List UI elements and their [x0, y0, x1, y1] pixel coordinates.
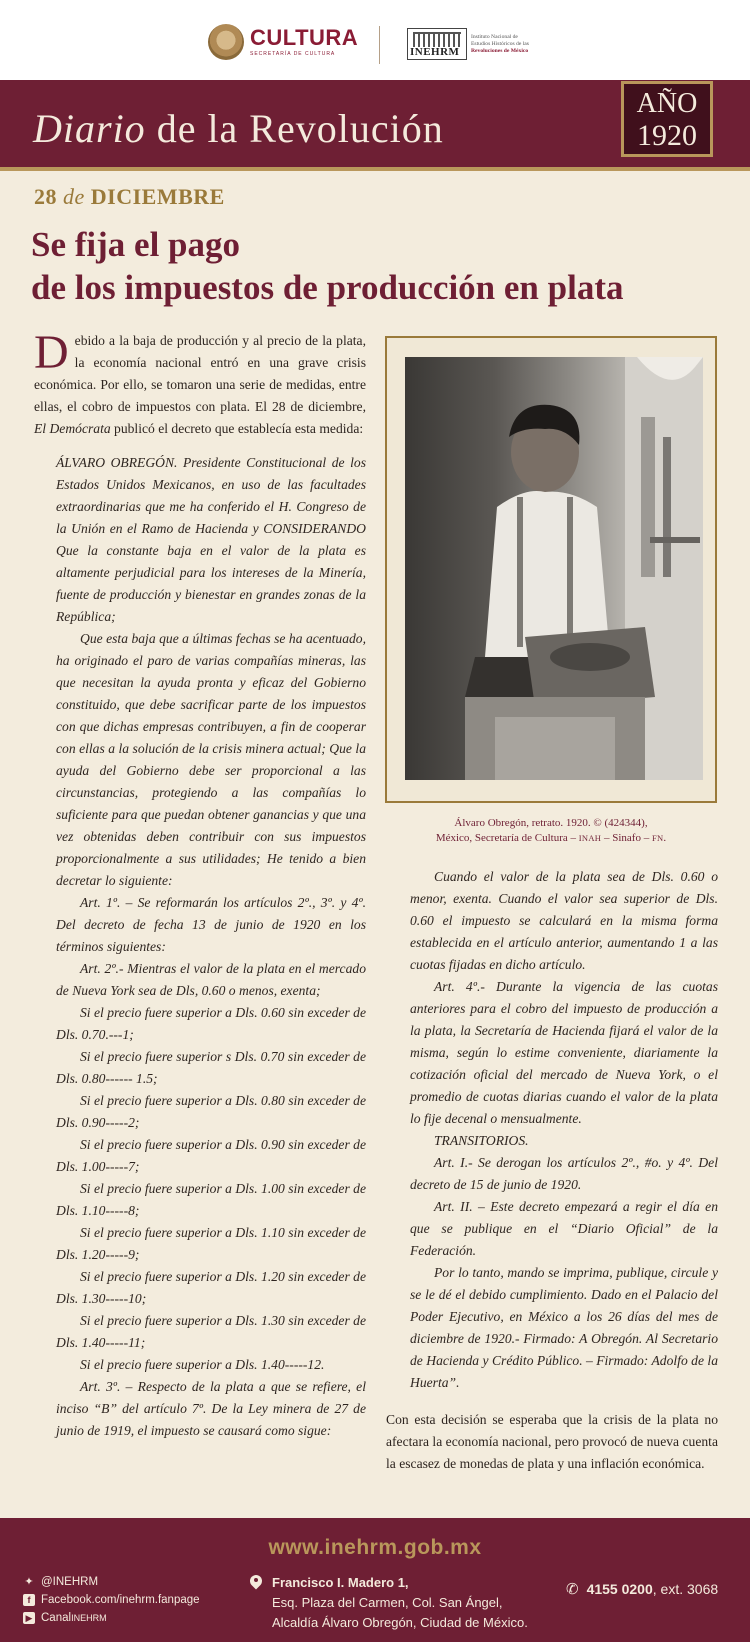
cultura-subtitle: SECRETARÍA DE CULTURA — [250, 51, 336, 57]
twitter-icon: ✦ — [24, 1576, 34, 1588]
article-date — [34, 184, 225, 210]
caption-line-1: Álvaro Obregón, retrato. 1920. © (424344), — [454, 817, 648, 829]
inehrm-acronym: INEHRM — [410, 46, 460, 58]
decree-paragraph: Si el precio fuere superior a Dls. 1.00 sin exceder de Dls. 1.10-----8; — [56, 1181, 366, 1218]
caption-fn: FN — [651, 833, 664, 843]
logo-divider — [379, 26, 380, 64]
inehrm-logo[interactable] — [407, 28, 529, 60]
date-month: DICIEMBRE — [90, 184, 225, 209]
masthead — [0, 80, 750, 171]
headline-line-2: de los impuestos de producción en plata — [31, 268, 624, 307]
address-line-2: Esq. Plaza del Carmen, Col. San Ángel, — [272, 1595, 503, 1610]
decree-paragraph: Art. II. – Este decreto empezará a regir el día en que se publique en el “Diario Oficial” de la Federación. — [410, 1199, 718, 1258]
youtube-link[interactable] — [23, 1609, 200, 1627]
decree-paragraph: ÁLVARO OBREGÓN. Presidente Constitucional de los Estados Unidos Mexicanos, en uso de las facultades extraordinarias que me ha conferido el H. Congreso de la Unión en el Ramo de Hacienda y CONSIDERANDO Que la constante baja en el valor de la plata es altamente perjudicial para los intereses de la Minería, fuente de producción y bienestar en grandes zonas de la República; — [56, 455, 366, 624]
decree-paragraph: Si el precio fuere superior a Dls. 0.80 sin exceder de Dls. 0.90-----2; — [56, 1093, 366, 1130]
decree-paragraph: Cuando el valor de la plata sea de Dls. 0.60 o menor, exenta. Cuando el valor sea superior de Dls. 0.60 el impuesto se calculará en la misma forma establecida en el artículo anterior, aumentando 1 a las cuotas fijadas en dicho artículo. — [410, 869, 718, 972]
intro-text: ebido a la baja de producción y al precio de la plata, la economía nacional entró en una grave crisis económica. Por ello, se tomaron una serie de medidas, entre ellas, el cobro de impuestos con plata. El 28 de diciembre, — [34, 333, 366, 414]
decree-quote-left — [34, 452, 366, 1442]
phone-number[interactable] — [566, 1580, 718, 1598]
historical-photo — [405, 357, 703, 780]
facebook-icon: f — [23, 1594, 35, 1606]
decree-paragraph: Si el precio fuere superior a Dls. 1.10 sin exceder de Dls. 1.20-----9; — [56, 1225, 366, 1262]
left-column — [34, 326, 366, 1442]
photo-caption — [385, 816, 717, 846]
decree-paragraph: Si el precio fuere superior a Dls. 0.90 sin exceder de Dls. 1.00-----7; — [56, 1137, 366, 1174]
date-day: 28 — [34, 184, 57, 209]
decree-quote-right — [410, 866, 718, 1394]
decree-paragraph: Art. 4º.- Durante la vigencia de las cuotas anteriores para el cobro del impuesto de producción a la plata, la Secretaría de Hacienda fijará el valor de la misma, según lo estime conveniente, diariamente la cotización oficial del mercado de Nueva York, o el promedio de cuotas diarias cuando el valor de la plata lo fije decenal o mensualmente. — [410, 979, 718, 1126]
caption-line-2 — [385, 831, 717, 846]
address-line-3: Alcaldía Álvaro Obregón, Ciudad de México. — [272, 1615, 528, 1630]
photo-frame — [385, 336, 717, 803]
inehrm-line-1: Instituto Nacional de — [471, 33, 518, 40]
website-link[interactable]: www.inehrm.gob.mx — [268, 1536, 482, 1559]
caption-period: . — [663, 832, 667, 844]
decree-paragraph: Si el precio fuere superior a Dls. 1.40-----12. — [80, 1357, 325, 1372]
caption-inah: INAH — [578, 833, 602, 843]
decree-paragraph: Que esta baja que a últimas fechas se ha acentuado, ha originado el paro de varias compañías mineras, las que necesitan la ayuda pronta y eficaz del Gobierno constituido, que debe sacrificar parte de los impuestos con que dichas empresas contribuyen, a fin de cooperar con ellas a la solución de la crisis minera actual; Que la ayuda del Gobierno debe ser proporcional a las circunstancias, protegiendo a las compañías lo suficiente para que puedan obtener ganancias y que una vez obtenidas deben contribuir con sus impuestos proporcionalmente a sus utilidades; He tenido a bien decretar lo siguiente: — [56, 631, 366, 888]
twitter-handle: @INEHRM — [41, 1576, 99, 1588]
date-de: de — [63, 184, 85, 209]
facebook-url: Facebook.com/inehrm.fanpage — [41, 1594, 200, 1606]
masthead-title-rest: de la Revolución — [145, 106, 444, 151]
cultura-logo[interactable] — [208, 24, 358, 60]
decree-paragraph: Si el precio fuere superior a Dls. 1.20 sin exceder de Dls. 1.30-----10; — [56, 1269, 366, 1306]
decree-paragraph: Art. 3º. – Respecto de la plata a que se refiere, el inciso “B” del artículo 7º. De la Ley minera de 27 de junio de 1919, el impuesto se causará como sigue: — [56, 1379, 366, 1438]
decree-paragraph: Si el precio fuere superior s Dls. 0.70 sin exceder de Dls. 0.80------ 1.5; — [56, 1049, 366, 1086]
phone-ext: , ext. 3068 — [652, 1581, 719, 1597]
footer — [0, 1518, 750, 1642]
portrait-illustration — [405, 357, 703, 780]
masthead-title-italic: Diario — [33, 106, 146, 151]
masthead-title — [33, 105, 444, 152]
inehrm-line-3: Revoluciones de México — [471, 47, 529, 54]
caption-sinafo: – Sinafo – — [601, 832, 652, 844]
intro-paragraph — [34, 326, 366, 440]
headline-line-1: Se fija el pago — [31, 225, 241, 264]
year-number: 1920 — [637, 119, 697, 152]
address-block — [250, 1573, 528, 1633]
youtube-label: Canal — [41, 1612, 72, 1624]
decree-paragraph: Por lo tanto, mando se imprima, publique, circule y se le dé el debido cumplimiento. Dado en el Palacio del Poder Ejecutivo, en México a los 26 días del mes de diciembre de 1920.- Firmado: A Obregón. Al Secretario de Hacienda y Crédito Público. – Firmado: Adolfo de la Huerta”. — [410, 1265, 718, 1390]
cultura-title: CULTURA — [250, 25, 359, 50]
twitter-link[interactable] — [23, 1573, 200, 1591]
article-headline — [31, 223, 731, 309]
youtube-icon: ▶ — [23, 1612, 35, 1624]
drop-cap: D — [34, 326, 69, 379]
newspaper-name: El Demócrata — [34, 421, 111, 436]
year-badge — [621, 81, 713, 157]
year-label: AÑO — [636, 88, 698, 119]
intro-end: publicó el decreto que establecía esta medida: — [110, 421, 364, 436]
closing-paragraph: Con esta decisión se esperaba que la crisis de la plata no afectara la economía nacional, pero provocó de nueva cuenta la escasez de monedas de plata y una inflación económica. — [386, 1412, 718, 1471]
phone-icon: ✆ — [566, 1581, 579, 1598]
social-links — [23, 1573, 200, 1627]
national-seal-icon — [208, 24, 244, 60]
facebook-link[interactable] — [23, 1591, 200, 1609]
address-street: Francisco I. Madero 1, — [272, 1575, 409, 1590]
inehrm-building-icon — [407, 28, 467, 60]
inehrm-description — [471, 34, 529, 55]
phone-main: 4155 0200 — [586, 1581, 653, 1597]
decree-paragraph: Art. 2º.- Mientras el valor de la plata en el mercado de Nueva York sea de Dls, 0.60 o menos, exenta; — [56, 961, 366, 998]
decree-paragraph: Si el precio fuere superior a Dls. 0.60 sin exceder de Dls. 0.70.---1; — [56, 1005, 366, 1042]
location-pin-icon — [250, 1575, 262, 1591]
youtube-channel: INEHRM — [71, 1613, 107, 1623]
top-logo-bar — [0, 0, 750, 80]
caption-credit: México, Secretaría de Cultura – — [435, 832, 579, 844]
decree-paragraph: Art. 1º. – Se reformarán los artículos 2º., 3º. y 4º. Del decreto de fecha 13 de junio de 1920 en los términos siguientes: — [56, 895, 366, 954]
decree-paragraph: Si el precio fuere superior a Dls. 1.30 sin exceder de Dls. 1.40-----11; — [56, 1313, 366, 1350]
inehrm-line-2: Estudios Históricos de las — [471, 40, 529, 47]
decree-transitorios: TRANSITORIOS. — [434, 1133, 529, 1148]
decree-paragraph: Art. I.- Se derogan los artículos 2º., #o. y 4º. Del decreto de 15 de junio de 1920. — [410, 1155, 718, 1192]
